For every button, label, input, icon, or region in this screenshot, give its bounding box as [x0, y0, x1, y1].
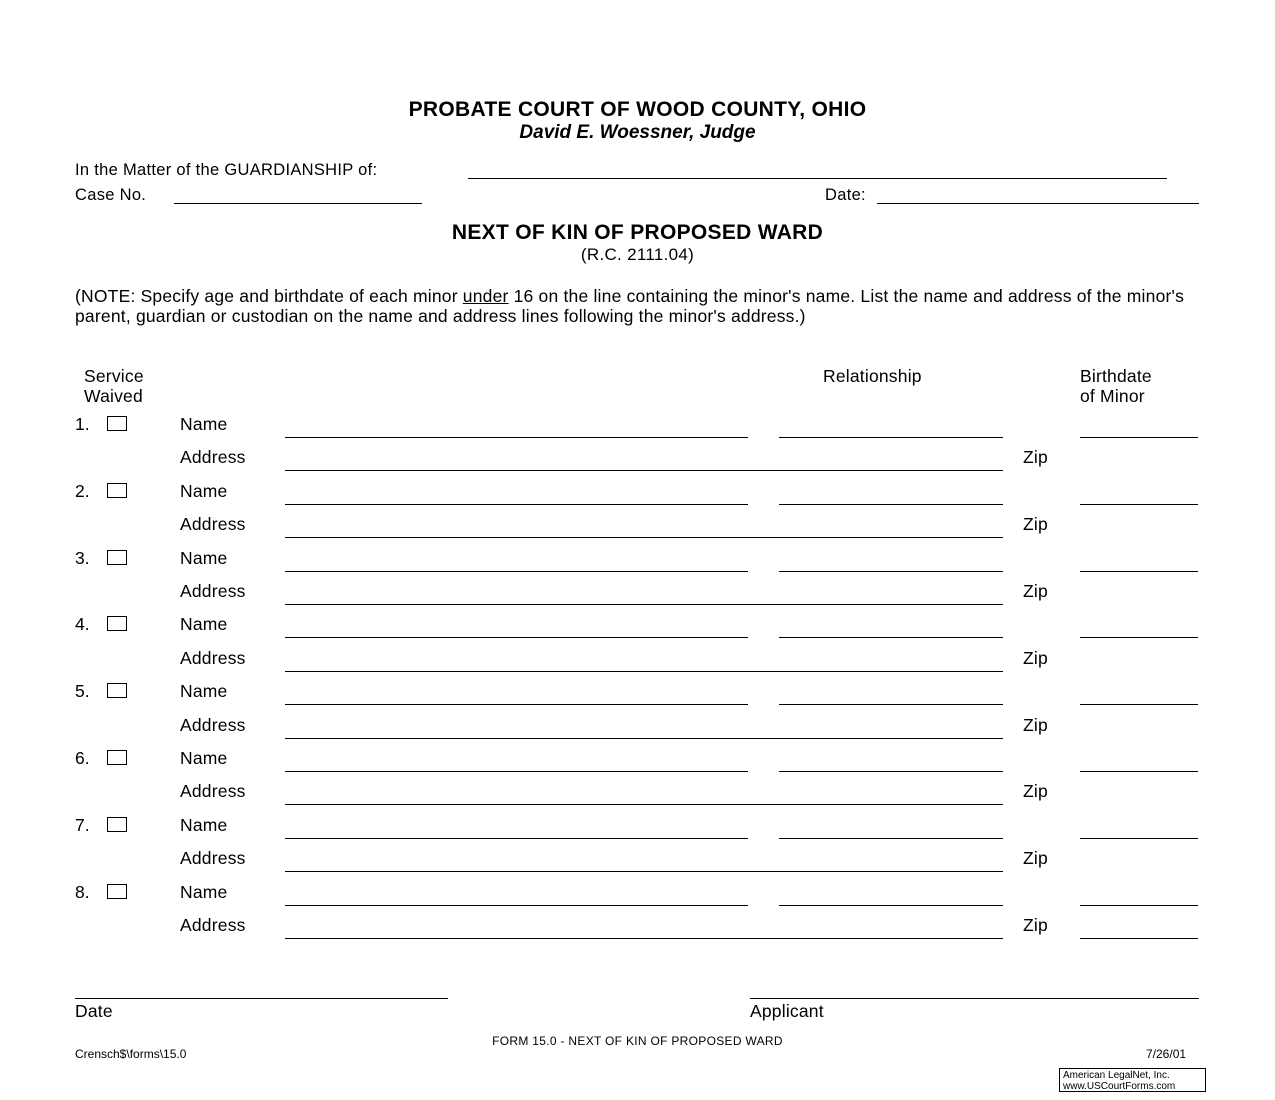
service-waived-header — [84, 366, 144, 406]
date-signature-line[interactable] — [75, 998, 448, 999]
address-line[interactable] — [285, 470, 1003, 471]
case-number-line[interactable] — [174, 203, 422, 204]
service-header-line1: Service — [84, 366, 144, 386]
name-line[interactable] — [285, 838, 748, 839]
zip-label: Zip — [1023, 848, 1048, 869]
name-line[interactable] — [285, 704, 748, 705]
birthdate-line[interactable] — [1080, 905, 1198, 906]
case-number-label: Case No. — [75, 186, 147, 204]
name-label: Name — [180, 748, 228, 768]
service-header-line2: Waived — [84, 386, 143, 406]
name-label: Name — [180, 681, 228, 702]
date-label-top: Date: — [825, 186, 866, 204]
address-line[interactable] — [285, 537, 1003, 538]
publisher-url: www.USCourtForms.com — [1063, 1081, 1176, 1092]
name-line[interactable] — [285, 771, 748, 772]
zip-label: Zip — [1023, 714, 1048, 735]
relationship-line[interactable] — [779, 771, 1003, 772]
birthdate-line[interactable] — [1080, 771, 1198, 772]
birthdate-line[interactable] — [1080, 637, 1198, 638]
applicant-signature-line[interactable] — [750, 998, 1199, 999]
address-line[interactable] — [285, 738, 1003, 739]
relationship-line[interactable] — [779, 504, 1003, 505]
relationship-line[interactable] — [779, 905, 1003, 906]
service-waived-checkbox[interactable] — [107, 817, 127, 832]
applicant-signature-label: Applicant — [750, 1001, 824, 1021]
instructions-note — [75, 286, 1205, 326]
name-label: Name — [180, 881, 228, 902]
publisher-name: American LegalNet, Inc. — [1063, 1070, 1170, 1081]
address-line[interactable] — [285, 671, 1003, 672]
address-label: Address — [180, 581, 246, 601]
form-title: NEXT OF KIN OF PROPOSED WARD — [451, 221, 824, 244]
name-line[interactable] — [285, 437, 748, 438]
address-label: Address — [180, 915, 246, 935]
address-label: Address — [180, 647, 246, 668]
birthdate-line[interactable] — [1080, 704, 1198, 705]
address-label: Address — [180, 781, 246, 802]
service-waived-checkbox[interactable] — [107, 550, 127, 565]
service-waived-checkbox[interactable] — [107, 416, 127, 431]
zip-line[interactable] — [1080, 938, 1198, 939]
service-waived-checkbox[interactable] — [107, 683, 127, 698]
birthdate-line[interactable] — [1080, 838, 1198, 839]
zip-label: Zip — [1023, 581, 1048, 601]
zip-label: Zip — [1023, 915, 1048, 935]
address-label: Address — [180, 714, 246, 735]
service-waived-checkbox[interactable] — [107, 616, 127, 631]
name-label: Name — [180, 480, 228, 501]
revision-date: 7/26/01 — [1146, 1047, 1187, 1061]
entry-number: 1. — [75, 414, 90, 434]
service-waived-checkbox[interactable] — [107, 750, 127, 765]
birthdate-header — [1080, 366, 1152, 406]
name-line[interactable] — [285, 637, 748, 638]
judge-name: David E. Woessner, Judge — [519, 122, 756, 143]
court-title: PROBATE COURT OF WOOD COUNTY, OHIO — [408, 98, 867, 121]
entry-number: 5. — [75, 681, 90, 702]
zip-label: Zip — [1023, 647, 1048, 668]
address-label: Address — [180, 514, 246, 535]
matter-line[interactable] — [468, 178, 1167, 179]
birthdate-line[interactable] — [1080, 504, 1198, 505]
relationship-line[interactable] — [779, 704, 1003, 705]
relationship-line[interactable] — [779, 637, 1003, 638]
relationship-line[interactable] — [779, 838, 1003, 839]
name-label: Name — [180, 547, 228, 568]
entry-number: 7. — [75, 814, 90, 835]
note-emphasis: under — [462, 286, 509, 306]
address-line[interactable] — [285, 604, 1003, 605]
relationship-line[interactable] — [779, 437, 1003, 438]
date-signature-label: Date — [75, 1001, 113, 1021]
relationship-line[interactable] — [779, 571, 1003, 572]
entry-number: 4. — [75, 614, 90, 635]
note-part-1: (NOTE: Specify age and birthdate of each minor — [75, 286, 463, 306]
address-label: Address — [180, 447, 246, 468]
birthdate-line[interactable] — [1080, 437, 1198, 438]
entry-number: 8. — [75, 881, 90, 902]
birthdate-line[interactable] — [1080, 571, 1198, 572]
birthdate-header-line2: of Minor — [1080, 386, 1145, 406]
name-line[interactable] — [285, 905, 748, 906]
service-waived-checkbox[interactable] — [107, 884, 127, 899]
note-part-2: 16 on the line containing the minor's name. List the name and address of the minor's parent, guardian or custodian on the name and address lines following the minor's address.) — [75, 286, 1185, 326]
statute-reference: (R.C. 2111.04) — [580, 245, 695, 264]
birthdate-header-line1: Birthdate — [1080, 366, 1152, 386]
entry-number: 6. — [75, 748, 90, 768]
name-line[interactable] — [285, 571, 748, 572]
date-line-top[interactable] — [877, 203, 1199, 204]
zip-label: Zip — [1023, 514, 1048, 535]
name-line[interactable] — [285, 504, 748, 505]
publisher-badge — [1059, 1068, 1206, 1092]
matter-label: In the Matter of the GUARDIANSHIP of: — [75, 161, 378, 179]
address-line[interactable] — [285, 871, 1003, 872]
address-line[interactable] — [285, 938, 1003, 939]
name-label: Name — [180, 414, 228, 434]
relationship-header: Relationship — [823, 366, 922, 386]
zip-label: Zip — [1023, 781, 1048, 802]
entry-number: 3. — [75, 547, 90, 568]
file-path: Crensch$\forms\15.0 — [75, 1047, 187, 1061]
address-line[interactable] — [285, 804, 1003, 805]
zip-label: Zip — [1023, 447, 1048, 468]
name-label: Name — [180, 814, 228, 835]
service-waived-checkbox[interactable] — [107, 483, 127, 498]
name-label: Name — [180, 614, 228, 635]
form-identifier: FORM 15.0 - NEXT OF KIN OF PROPOSED WARD — [492, 1034, 783, 1048]
entry-number: 2. — [75, 480, 90, 501]
address-label: Address — [180, 848, 246, 869]
